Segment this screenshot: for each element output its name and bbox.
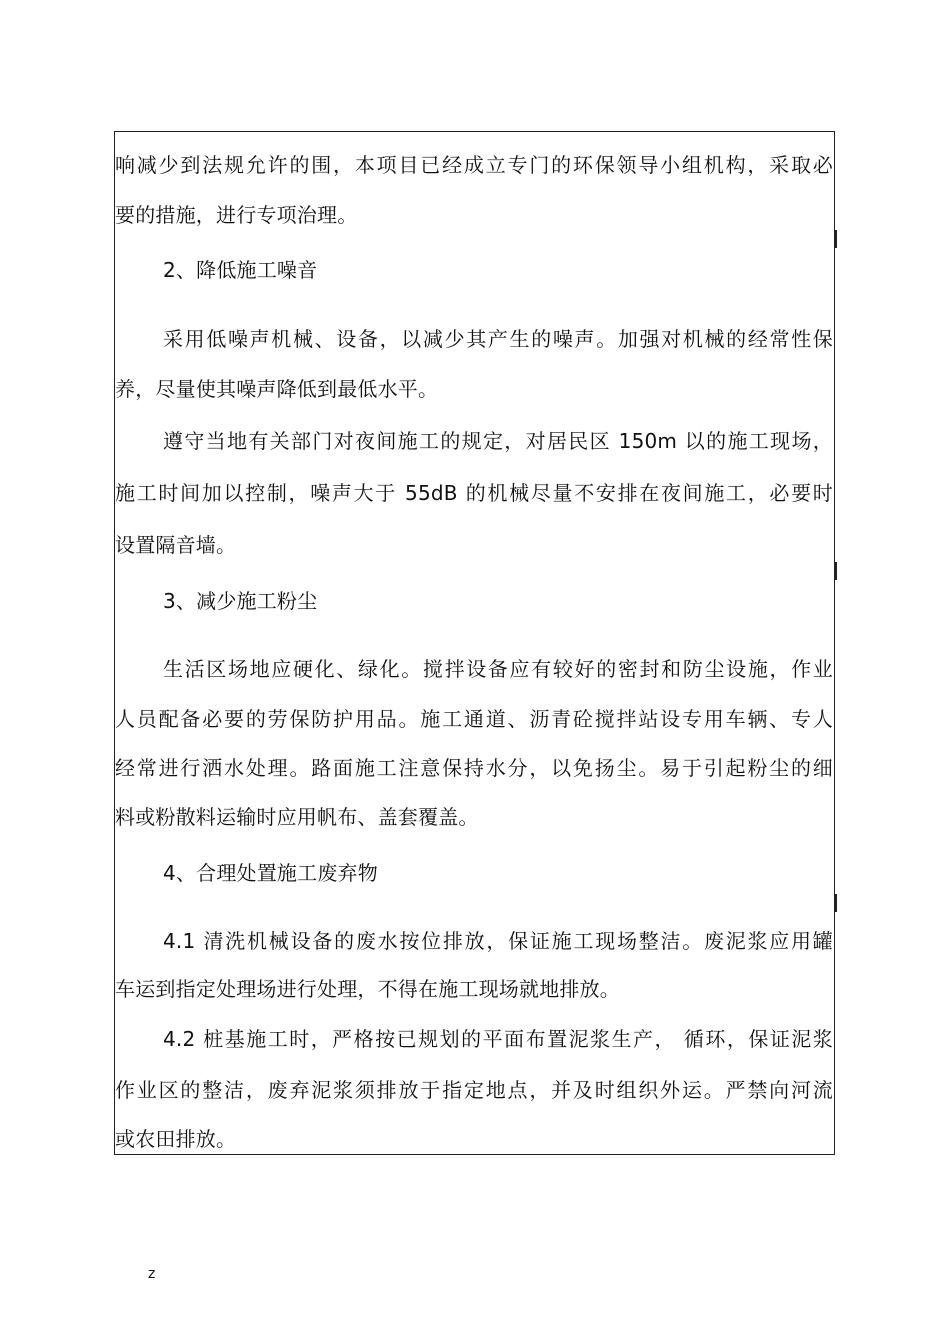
body-line: 车运到指定处理场进行处理，不得在施工现场就地排放。 <box>115 977 620 1001</box>
body-line: 4.1 清洗机械设备的废水按位排放，保证施工现场整洁。废泥浆应用罐 <box>163 929 833 953</box>
body-line: 遵守当地有关部门对夜间施工的规定，对居民区 150m 以的施工现场， <box>163 429 833 453</box>
body-line: 人员配备必要的劳保防护用品。施工通道、沥青砼搅拌站设专用车辆、专人 <box>115 707 833 731</box>
body-line: 或农田排放。 <box>115 1127 237 1151</box>
page-footer-mark: z <box>148 1266 156 1282</box>
section-heading: 2、降低施工噪音 <box>163 258 318 282</box>
body-line: 要的措施，进行专项治理。 <box>115 203 358 227</box>
body-line: 响减少到法规允许的围，本项目已经成立专门的环保领导小组机构，采取必 <box>115 153 833 177</box>
body-line: 设置隔音墙。 <box>115 533 237 557</box>
body-line: 施工时间加以控制，噪声大于 55dB 的机械尽量不安排在夜间施工，必要时 <box>115 481 833 505</box>
border-tick <box>835 230 837 248</box>
section-heading: 3、减少施工粉尘 <box>163 589 318 613</box>
body-line: 作业区的整洁，废弃泥浆须排放于指定地点，并及时组织外运。严禁向河流 <box>115 1078 833 1102</box>
border-tick <box>835 894 837 912</box>
section-heading: 4、合理处置施工废弃物 <box>163 861 378 885</box>
body-line: 养，尽量使其噪声降低到最低水平。 <box>115 377 439 401</box>
body-line: 经常进行洒水处理。路面施工注意保持水分，以免扬尘。易于引起粉尘的细 <box>115 756 833 780</box>
body-line: 采用低噪声机械、设备，以减少其产生的噪声。加强对机械的经常性保 <box>163 327 833 351</box>
body-line: 4.2 桩基施工时，严格按已规划的平面布置泥浆生产， 循环，保证泥浆 <box>163 1027 833 1051</box>
border-tick <box>835 562 837 580</box>
body-line: 生活区场地应硬化、绿化。搅拌设备应有较好的密封和防尘设施，作业 <box>163 657 833 681</box>
body-line: 料或粉散料运输时应用帆布、盖套覆盖。 <box>115 805 479 829</box>
